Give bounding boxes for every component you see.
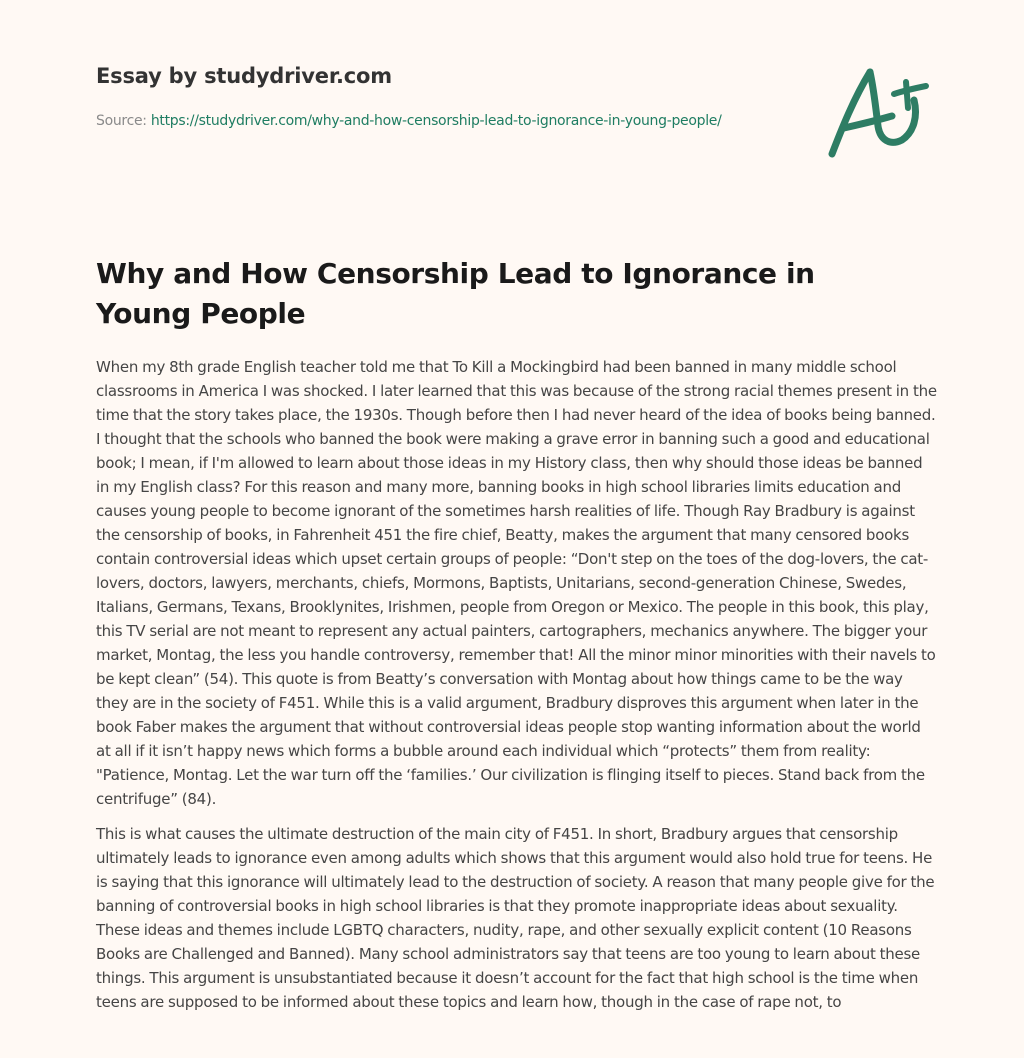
site-title: Essay by studydriver.com: [96, 64, 392, 88]
source-label: Source:: [96, 113, 147, 129]
essay-body: [96, 355, 938, 1025]
essay-title: Why and How Censorship Lead to Ignorance in Young People: [96, 257, 815, 330]
essay-paragraph: When my 8th grade English teacher told me that To Kill a Mockingbird had been banned in many middle school classrooms in America I was shocked. I later learned that this was because of the strong racial themes present in the time that the story takes place, the 1930s. Though before then I had never heard of the idea of books being banned. I thought that the schools who banned the book were making a grave error in banning such a good and educational book; I mean, if I'm allowed to learn about those ideas in my History class, then why should those ideas be banned in my English class? For this reason and many more, banning books in high school libraries limits education and causes young people to become ignorant of the sometimes harsh realities of life. Though Ray Bradbury is against the censorship of books, in Fahrenheit 451 the fire chief, Beatty, makes the argument that many censored books contain controversial ideas which upset certain groups of people: “Don't step on the toes of the dog-lovers, the cat-lovers, doctors, lawyers, merchants, chiefs, Mormons, Baptists, Unitarians, second-generation Chinese, Swedes, Italians, Germans, Texans, Brooklynites, Irishmen, people from Oregon or Mexico. The people in this book, this play, this TV serial are not meant to represent any actual painters, cartographers, mechanics anywhere. The bigger your market, Montag, the less you handle controversy, remember that! All the minor minor minorities with their navels to be kept clean” (54). This quote is from Beatty’s conversation with Montag about how things came to be the way they are in the society of F451. While this is a valid argument, Bradbury disproves this argument when later in the book Faber makes the argument that without controversial ideas people stop wanting information about the world at all if it isn’t happy news which forms a bubble around each individual which “protects” them from reality: "Patience, Montag. Let the war turn off the ‘families.’ Our civilization is flinging itself to pieces. Stand back from the centrifuge” (84).: [96, 358, 937, 808]
essay-paragraph: This is what causes the ultimate destruction of the main city of F451. In short, Bradbury argues that censorship ultimately leads to ignorance even among adults which shows that this argument would also hold true for teens. He is saying that this ignorance will ultimately lead to the destruction of society. A reason that many people give for the banning of controversial books in high school libraries is that they promote inappropriate ideas about sexuality. These ideas and themes include LGBTQ characters, nudity, rape, and other sexually explicit content (10 Reasons Books are Challenged and Banned). Many school administrators say that teens are too young to learn about these things. This argument is unsubstantiated because it doesn’t account for the fact that high school is the time when teens are supposed to be informed about these topics and learn how, though in the case of rape not, to: [96, 825, 935, 1011]
source-line: [96, 110, 756, 133]
source-link[interactable]: https://studydriver.com/why-and-how-censorship-lead-to-ignorance-in-young-people/: [150, 113, 722, 129]
a-plus-grade-icon: [818, 36, 938, 166]
